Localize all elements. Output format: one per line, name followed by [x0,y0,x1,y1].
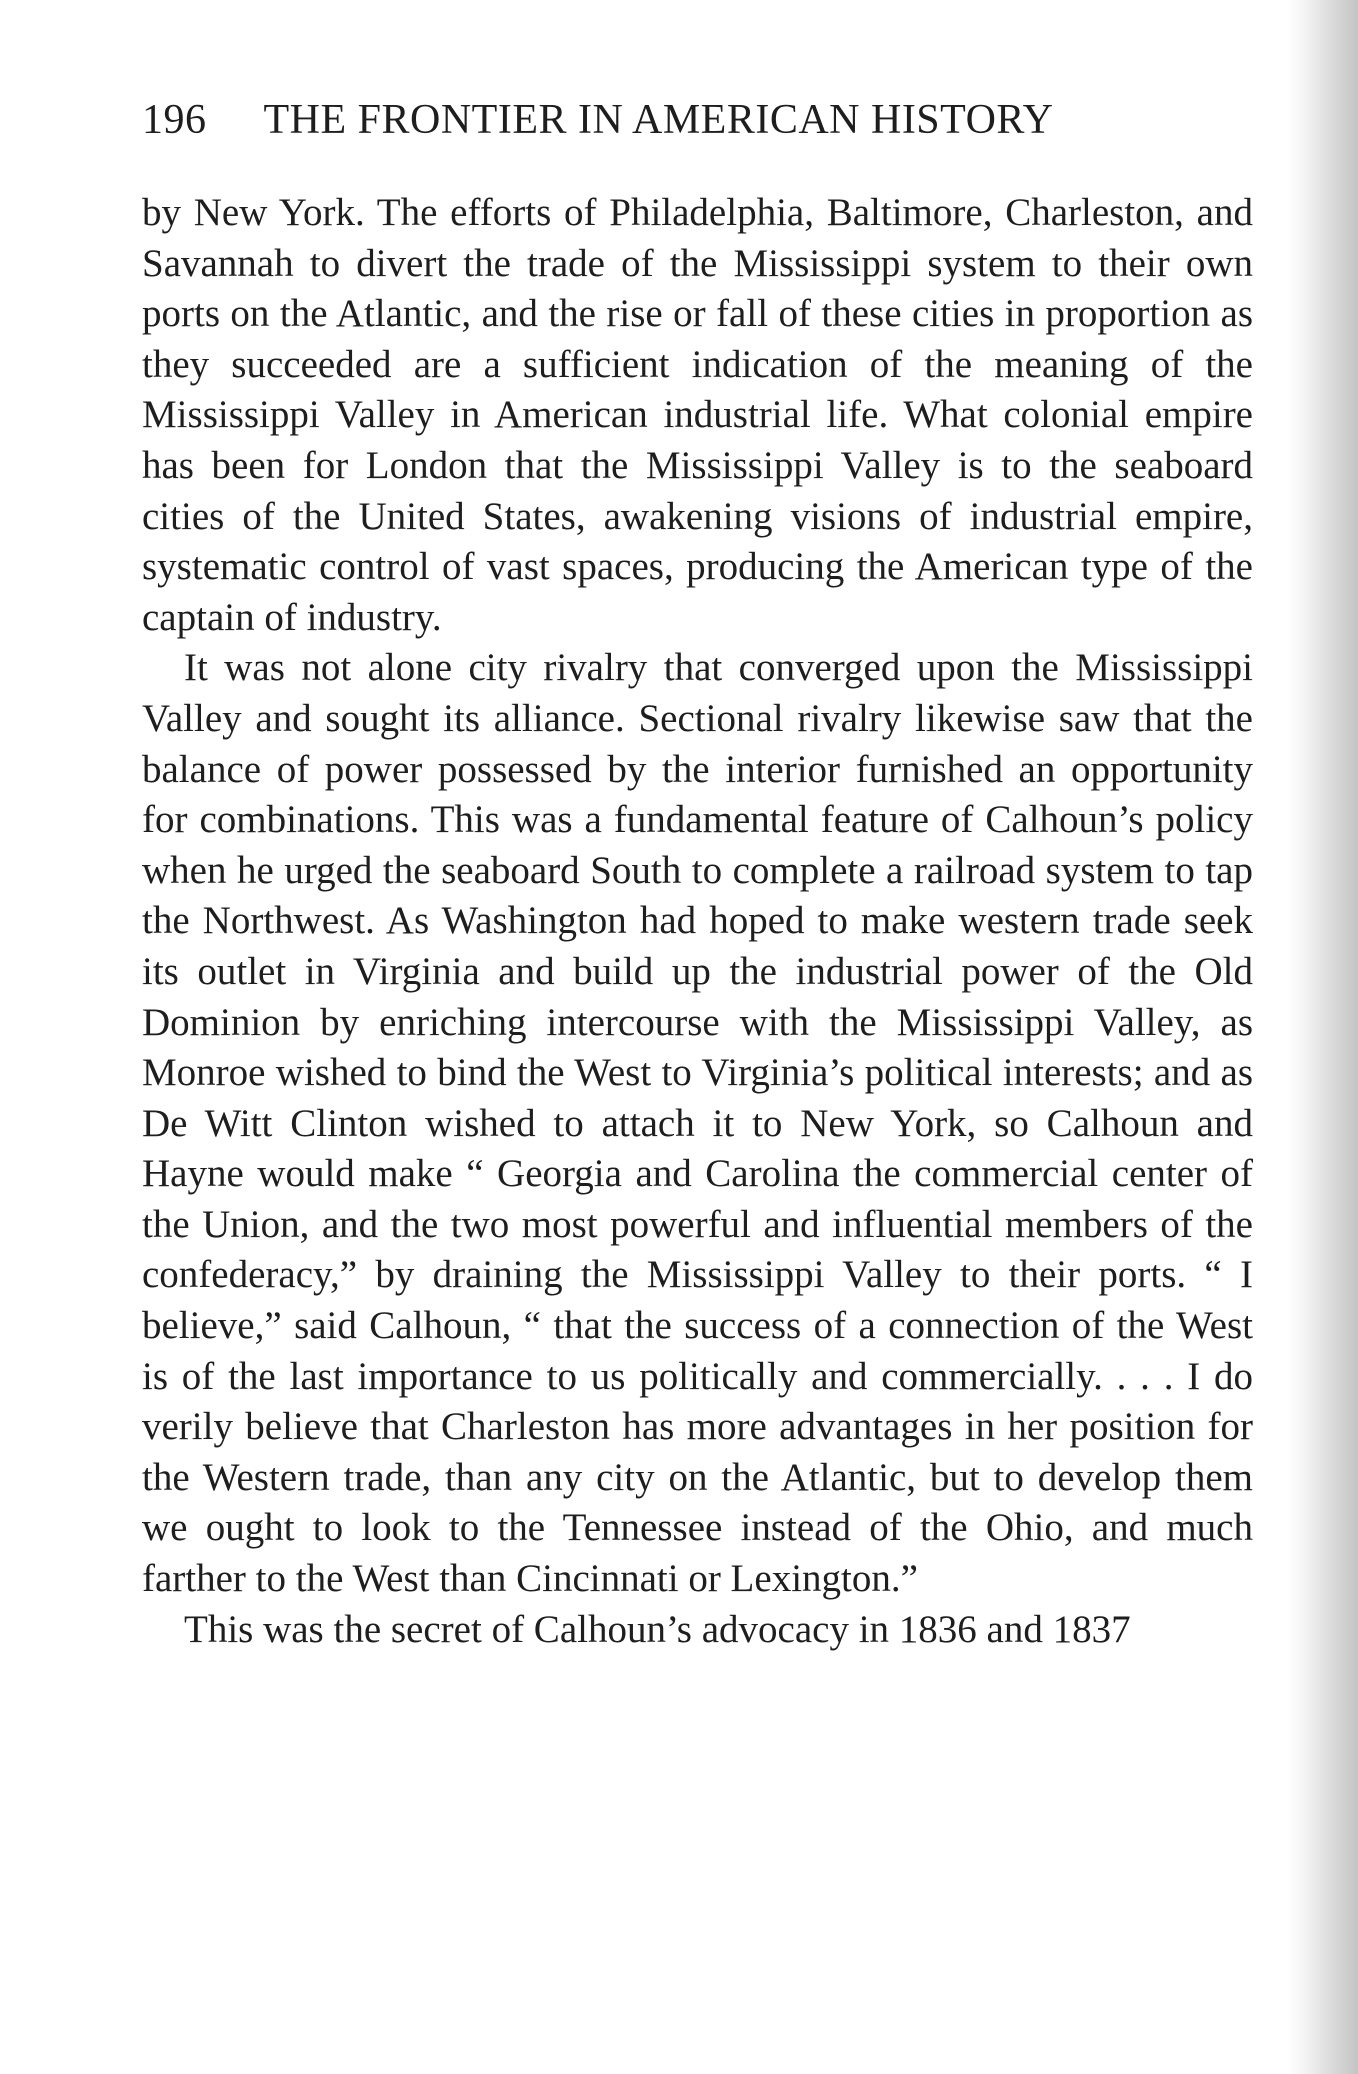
paragraph-continuation: by New York. The efforts of Philadelphia, Baltimore, Charleston, and Savannah to divert the trade of the Mississippi system to their own ports on the Atlantic, and the rise or fall of these cities in proportion as they succeeded are a sufficient indication of the meaning of the Mississippi Valley in American industrial life. What colonial empire has been for London that the Mississippi Valley is to the seaboard cities of the United States, awakening visions of industrial empire, systematic control of vast spaces, producing the American type of the captain of industry. [142,191,1253,639]
page-edge-shadow [1288,0,1358,2074]
paragraph-calhoun-secret: This was the secret of Calhoun’s advocacy in 1836 and 1837 [184,1607,1131,1651]
page-header [142,96,1267,156]
body-text [142,188,1253,1655]
paragraph-sectional-rivalry: It was not alone city rivalry that converged upon the Mississippi Valley and sought its alliance. Sectional rivalry likewise saw that the balance of power possessed by the interior furnished an opportunity for combinations. This was a fundamental feature of Calhoun’s policy when he urged the seaboard South to complete a railroad system to tap the Northwest. As Washington had hoped to make western trade seek its outlet in Virginia and build up the industrial power of the Old Dominion by enriching intercourse with the Mississippi Valley, as Monroe wished to bind the West to Virginia’s political interests; and as De Witt Clinton wished to attach it to New York, so Calhoun and Hayne would make “ Georgia and Carolina the commercial center of the Union, and the two most powerful and influential members of the confederacy,” by draining the Mississippi Valley to their ports. “ I believe,” said Calhoun, “ that the success of a connection of the West is of the last importance to us politically and commercially. . . . I do verily believe that Charleston has more advantages in her position for the Western trade, than any city on the Atlantic, but to develop them we ought to look to the Tennessee instead of the Ohio, and much farther to the West than Cincinnati or Lexington.” [142,646,1253,1601]
page-number: 196 [142,97,207,143]
running-head: THE FRONTIER IN AMERICAN HISTORY [263,97,1054,143]
